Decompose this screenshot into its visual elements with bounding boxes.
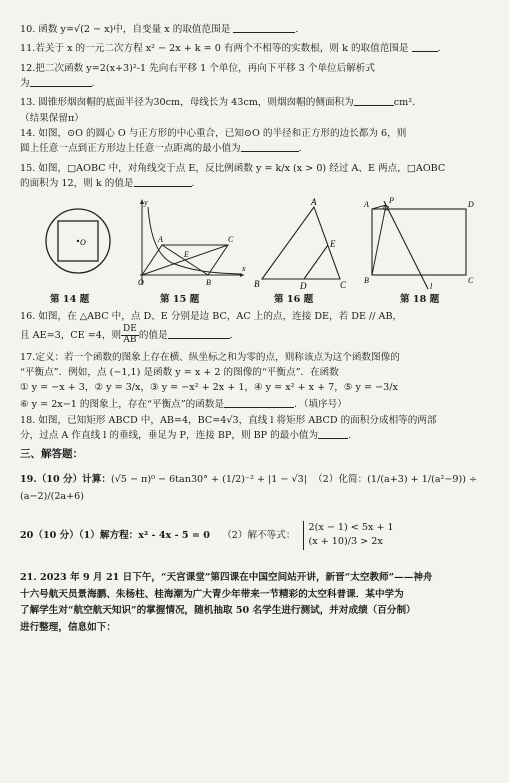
question-19: 19.（10 分）计算：(√5 − π)⁰ − 6tan30° + (1/2)⁻² + |1 − √3| （2）化简：(1/(a+3) + 1/(a²−9)) ÷ (a−2)/(2a+6) <box>20 473 478 502</box>
question-15: 15. 如图，□AOBC 中，对角线交于点 E，反比例函数 y = k/x (x > 0) 经过 A、E 两点，□AOBC 的面积为 12，则 k 的值是 . <box>20 162 446 190</box>
svg-text:D: D <box>468 200 474 210</box>
fraction: $\frac{DE}{AB}$ <box>123 323 137 345</box>
answer-blank <box>224 397 294 408</box>
question-20: 20（10 分）（1）解方程：x² - 4x - 5 = 0 （2）解不等式： 2(x − 1) < 5x + 1 (x + 10)/3 > 2x <box>20 521 495 550</box>
answer-blank <box>354 95 394 106</box>
answer-blank <box>134 176 192 187</box>
section-title: 三、解答题： <box>20 447 83 460</box>
question-16: 16. 如图，在 △ABC 中，点 D、E 分别是边 BC，AC 上的点，连接 DE，若 DE // AB， 且 AE=3，CE =4，则 $\frac{DE}{AB}$ 的值是 . <box>20 311 403 345</box>
question-10: 10. 函数 y=√(2 − x)中，自变量 x 的取值范围是 . <box>20 24 299 35</box>
answer-blank <box>241 141 299 152</box>
figure-captions <box>20 291 495 305</box>
svg-text:C: C <box>228 235 234 245</box>
answer-blank <box>318 428 348 439</box>
answer-blank <box>412 41 438 52</box>
caption-14: 第 14 题 <box>50 294 90 306</box>
question-17-options: ① y = −x + 3，② y = 3/x，③ y = −x² + 2x + 1，④ y = x² + x + 7，⑤ y = −3/x ⑥ y = 2x−1 的图象上，存在“平衡点”的函数是 ．（填序号） <box>20 382 398 410</box>
question-21: 21. 2023 年 9 月 21 日下午，“天宫课堂”第四课在中国空间站开讲，新晋“太空教师”——神舟 十六号航天员景海鹏、朱杨柱、桂海潮为广大青少年带来一节精彩的太空科普课．某中学为 了解学生对“航空航天知识”的掌握情况，随机抽取 50 名学生进行测试，并对成绩（百分制） 进行整理，信息如下： <box>20 571 433 634</box>
svg-text:E: E <box>330 239 336 250</box>
svg-text:B: B <box>254 279 260 290</box>
question-13: 13. 圆锥形烟囱帽的底面半径为30cm，母线长为 43cm，则烟囱帽的侧面积为 cm². （结果保留π） <box>20 97 416 124</box>
svg-text:C: C <box>468 276 474 286</box>
svg-text:B: B <box>206 278 211 288</box>
svg-text:D: D <box>300 281 307 292</box>
svg-text:C: C <box>340 280 347 291</box>
svg-text:x: x <box>242 264 246 274</box>
label-o: O <box>80 238 86 248</box>
answer-blank <box>168 328 230 339</box>
figure-16 <box>252 195 352 291</box>
question-14: 14. 如图，⊙O 的圆心 O 与正方形的中心重合，已知⊙O 的半径和正方形的边长都为 6，则 圆上任意一点到正方形边上任意一点距离的最小值为 . <box>20 128 407 155</box>
inequality-system: 2(x − 1) < 5x + 1 (x + 10)/3 > 2x <box>303 521 394 550</box>
question-11: 11.若关于 x 的一元二次方程 x² − 2x + k = 0 有两个不相等的实数根，则 k 的取值范围是 . <box>20 43 441 55</box>
svg-text:l: l <box>430 282 433 292</box>
figure-row <box>20 195 495 291</box>
caption-18: 第 18 题 <box>400 294 440 306</box>
svg-text:E: E <box>184 250 189 260</box>
answer-blank <box>30 76 92 87</box>
caption-16: 第 16 题 <box>274 294 314 306</box>
svg-text:A: A <box>364 200 369 210</box>
question-12: 12.把二次函数 y=2(x+3)²-1 先向右平移 1 个单位，再向下平移 3 个单位后解析式 为 . <box>20 62 375 90</box>
question-17: 17.定义：若一个函数的图象上存在横、纵坐标之和为零的点，则称该点为这个函数图像的 “平衡点”．例如，点 (−1,1) 是函数 y = x + 2 的图像的“平衡点”．在函数 <box>20 351 400 378</box>
caption-15: 第 15 题 <box>160 294 200 306</box>
svg-text:O: O <box>138 278 144 288</box>
figure-14 <box>36 195 132 291</box>
svg-text:A: A <box>311 197 317 208</box>
svg-text:B: B <box>364 276 369 286</box>
svg-text:y: y <box>144 198 148 208</box>
figure-15 <box>132 195 250 291</box>
answer-blank <box>233 22 295 33</box>
svg-text:P: P <box>389 196 394 206</box>
question-18: 18. 如图，已知矩形 ABCD 中，AB=4，BC=4√3，直线 l 将矩形 ABCD 的面积分成相等的两部 分，过点 A 作直线 l 的垂线，垂足为 P，连接 BP，则 BP 的最小值为 . <box>20 414 437 442</box>
svg-text:A: A <box>158 235 163 245</box>
figure-18 <box>358 195 488 291</box>
